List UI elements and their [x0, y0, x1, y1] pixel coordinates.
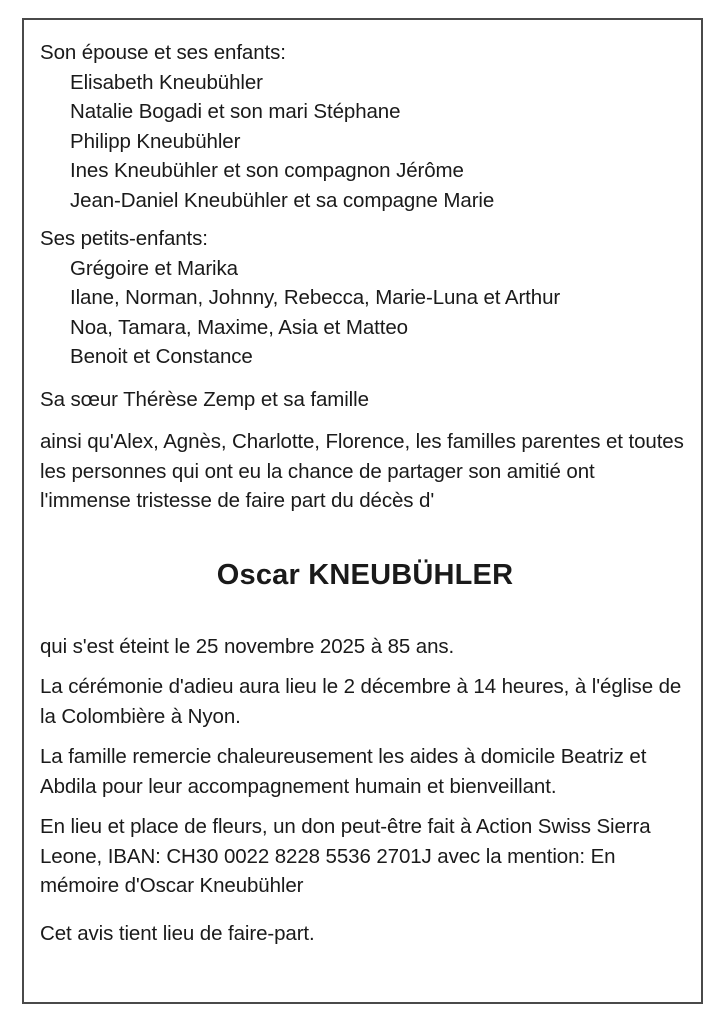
sister-line: Sa sœur Thérèse Zemp et sa famille	[40, 387, 369, 411]
death-date-line: qui s'est éteint le 25 novembre 2025 à 85 ans.	[40, 634, 455, 658]
grandchildren-name: Ilane, Norman, Johnny, Rebecca, Marie-Luna et Arthur	[70, 286, 561, 309]
spouse-children-heading: Son épouse et ses enfants:	[40, 41, 286, 64]
deceased-name: Oscar KNEUBÜHLER	[216, 558, 514, 591]
spouse-children-name: Natalie Bogadi et son mari Stéphane	[70, 100, 401, 123]
grandchildren-name: Grégoire et Marika	[70, 256, 238, 280]
donation-paragraph: En lieu et place de fleurs, un don peut-être fait à Action Swiss Sierra Leone, IBAN: CH30 0022 8228 5536 2701J avec la mention: En mémoire d'Oscar Kneubühler	[40, 815, 651, 897]
deceased-name-block	[40, 558, 690, 592]
spouse-children-block	[40, 38, 690, 215]
grandchildren-name: Noa, Tamara, Maxime, Asia et Matteo	[70, 315, 408, 339]
thanks-paragraph: La famille remercie chaleureusement les aides à domicile Beatriz et Abdila pour leur accompagnement humain et bienveillant.	[40, 745, 647, 798]
grandchildren-heading: Ses petits-enfants:	[40, 227, 208, 250]
spouse-children-name: Elisabeth Kneubühler	[70, 70, 263, 94]
announcement-paragraph: ainsi qu'Alex, Agnès, Charlotte, Florence, les familles parentes et toutes les personnes qui ont eu la chance de partager son amitié ont l'immense tristesse de faire part du décès d'	[40, 430, 684, 512]
death-notice-frame	[22, 18, 703, 1004]
ceremony-paragraph: La cérémonie d'adieu aura lieu le 2 décembre à 14 heures, à l'église de la Colombière à Nyon.	[40, 675, 682, 728]
spouse-children-name: Ines Kneubühler et son compagnon Jérôme	[70, 159, 464, 182]
death-notice-content	[40, 38, 690, 948]
closing-line: Cet avis tient lieu de faire-part.	[40, 921, 315, 945]
grandchildren-block	[40, 224, 690, 372]
grandchildren-name: Benoit et Constance	[70, 345, 253, 368]
spouse-children-name: Jean-Daniel Kneubühler et sa compagne Marie	[70, 188, 495, 212]
spouse-children-name: Philipp Kneubühler	[70, 129, 241, 153]
